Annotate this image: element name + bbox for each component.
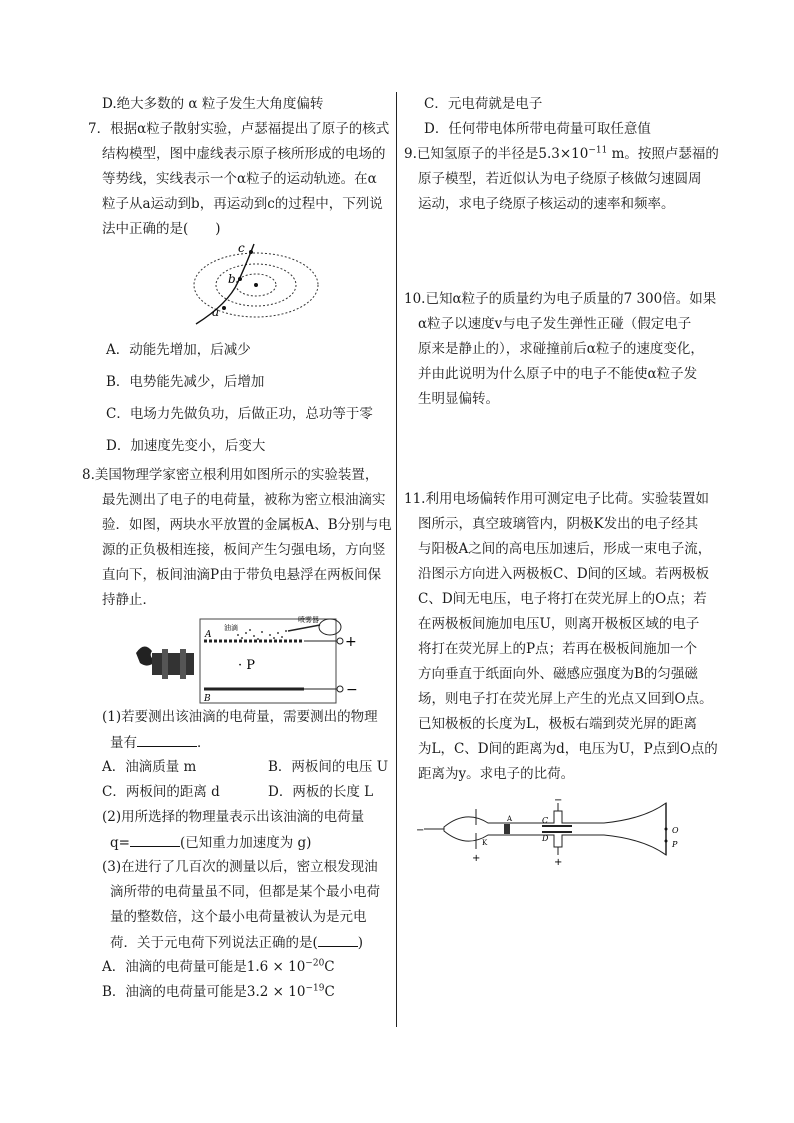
microscope-ring [162,649,168,679]
alpha-trajectory [196,244,254,324]
q11-line: 与阳极A之间的高电压加速后，形成一束电子流， [418,541,712,557]
q8-sub3-option-a [88,955,394,980]
answer-blank[interactable] [130,830,180,847]
q7-line: 法中正确的是( ) [102,221,221,237]
microscope-body [152,653,194,675]
millikan-apparatus-figure [88,613,394,705]
q8-line: 最先测出了电子的电荷量，被称为密立根油滴实 [102,492,386,508]
option-unit: C [324,984,335,1000]
option-exponent: −19 [305,983,325,994]
q9-line [404,142,724,167]
option-text: B．油滴的电荷量可能是3.2 × 10 [102,984,306,1000]
question-11 [404,487,724,867]
alpha-scattering-figure [88,242,394,332]
q8-sub3-option-b [88,980,394,1005]
q7-option-b: B．电势能先减少，后增加 [106,374,265,390]
q8-sub3-option-d: D．任何带电体所带电荷量可取任意值 [424,121,651,137]
anode-a [504,824,510,834]
q10-line: 原来是静止的），求碰撞前后α粒子的速度变化， [418,341,704,357]
label-minus-top: − [554,797,563,806]
q8-sub3-line [88,930,394,955]
label-b: b [228,272,236,286]
label-plus-bottom: + [554,857,563,867]
q8-sub1-option-a: A．油滴质量 m [102,759,197,775]
right-column [404,92,724,867]
column-divider [396,92,397,1027]
q10-line: α粒子以速度v与电子发生弹性正碰（假定电子 [418,316,692,332]
answer-blank[interactable] [318,930,358,947]
q11-line: 距离为y。求电子的比荷。 [418,766,575,782]
sprayer-bulb [319,619,341,635]
microscope-ring [180,649,186,679]
q8-sub2-line: (2)用所选择的物理量表示出该油滴的电荷量 [102,809,365,825]
q7-line: 结构模型，图中虚线表示原子核所形成的电场的 [102,146,386,162]
q8-sub1-options-row [88,780,394,805]
oil-droplets [237,629,287,640]
q7-line: 等势线，实线表示一个α粒子的运动轨迹。在α [102,171,377,187]
label-droplet-p: · P [238,658,256,673]
q8-sub1-line: (1)若要测出该油滴的电荷量，需要测出的物理 [102,709,378,725]
q8-sub1-option-b: B．两板间的电压 U [268,759,389,775]
label-plus: + [345,634,357,650]
q8-line: 8.美国物理学家密立根利用如图所示的实验装置， [82,467,379,483]
q9-line: 原子模型，若近似认为电子绕原子核做匀速圆周 [418,171,702,187]
label-plate-c: C [542,816,549,825]
q8-sub3-option-c: C．元电荷就是电子 [424,96,543,112]
q11-line: 场，则电子打在荧光屏上产生的光点又回到O点。 [418,691,713,707]
question-10 [404,287,724,412]
point-c [249,250,253,254]
label-anode: A [507,815,513,823]
question-9 [404,142,724,217]
question-7 [88,117,394,459]
q7-line: 7．根据α粒子散射实验，卢瑟福提出了原子的核式 [88,121,390,137]
answer-blank[interactable] [137,730,197,747]
option-text: A．油滴的电荷量可能是1.6 × 10 [102,959,306,975]
q11-line: 在两极板间施加电压U，则离开极板区域的电子 [418,616,700,632]
label-point-o: O [672,826,679,835]
q8-sub3-line: 滴所带的电荷量虽不同，但都是某个最小电荷 [110,884,380,900]
q8-sub1-end: ． [197,735,211,751]
label-cathode: K [482,839,488,847]
oil-label: 油滴 [224,624,238,632]
point-o [665,828,668,831]
q10-line: 生明显偏转。 [418,391,499,407]
q8-sub2-tail: (已知重力加速度为 g) [179,835,312,851]
label-minus: − [416,825,425,836]
label-c: c [238,242,245,255]
label-plate-a: A [205,630,212,640]
q11-line: 已知极板的长度为L，极板右端到荧光屏的距离 [418,716,697,732]
q8-sub1-option-c: C．两板间的距离 d [102,784,220,800]
terminal-minus [337,686,343,692]
q11-line: 图所示，真空玻璃管内，阴极K发出的电子经其 [418,516,699,532]
q9-exponent: −11 [588,145,608,156]
label-plate-d: D [542,834,549,843]
glass-tube [444,803,666,855]
q11-line: 方向垂直于纸面向外、磁感应强度为B的匀强磁 [418,666,698,682]
q8-sub2-line [88,830,394,855]
q10-line: 10.已知α粒子的质量约为电子质量的7 300倍。如果 [404,291,717,307]
option-exponent: −20 [305,958,325,969]
q8-sub3-line: (3)在进行了几百次的测量以后，密立根发现油 [102,859,378,875]
sprayer-tube [288,625,320,631]
q8-sub3-line: 量的整数倍，这个最小电荷量被认为是元电 [110,909,367,925]
q10-line: 并由此说明为什么原子中的电子不能使α粒子发 [418,366,698,382]
q11-line: 为L，C、D间的距离为d，电压为U，P点到O点的 [418,741,718,757]
q9-text: m。按照卢瑟福的 [607,146,719,162]
q9-text: 9.已知氢原子的半径是5.3×10 [404,146,589,162]
q8-sub2-text: q= [110,835,130,851]
q11-line: 沿图示方向进入两极板C、D间的区域。若两极板 [418,566,710,582]
q6-option-d: D.绝大多数的 α 粒子发生大角度偏转 [102,96,324,112]
point-p [665,840,668,843]
q11-line: C、D间无电压，电子将打在荧光屏上的O点；若 [418,591,707,607]
q11-line: 将打在荧光屏上的P点；若再在极板间施加一个 [418,641,698,657]
q8-sub1-option-d: D．两板的长度 L [268,784,374,800]
terminal-plus [337,638,343,644]
q8-sub3-end: ) [357,935,364,951]
q7-option-d: D．加速度先变小，后变大 [106,438,266,454]
label-point-p: P [672,840,678,849]
question-8 [82,463,394,1005]
q8-sub1-text: 量有 [110,735,137,751]
nucleus-dot [254,283,258,287]
q9-line: 运动，求电子绕原子核运动的速率和频率。 [418,196,675,212]
q11-line: 11.利用电场偏转作用可测定电子比荷。实验装置如 [404,491,709,507]
q8-line: 持静止． [102,592,156,608]
sprayer-label: 喷雾器 [298,616,319,624]
option-unit: C [324,959,335,975]
q7-option-a: A．动能先增加，后减少 [106,342,251,358]
label-plus: + [472,853,481,864]
label-minus: − [346,682,358,698]
q8-sub3-text: 荷．关于元电荷下列说法正确的是( [110,935,318,951]
q8-line: 源的正负极相连接，板间产生匀强电场，方向竖 [102,542,386,558]
point-b [238,277,242,281]
label-a: a [212,305,220,319]
point-a [222,306,226,310]
q8-line: 直向下，板间油滴P由于带负电悬浮在两板间保 [102,567,382,583]
q8-sub1-line [88,730,394,755]
left-column [82,92,394,1005]
q7-option-c: C．电场力先做负功，后做正功，总功等于零 [106,406,373,422]
label-plate-b: B [204,694,211,704]
q8-line: 验．如图，两块水平放置的金属板A、B分别与电 [102,517,392,533]
q8-sub1-options-row [88,755,394,780]
cathode-ray-tube-figure [404,797,724,867]
q7-line: 粒子从a运动到b，再运动到c的过程中，下列说 [102,196,383,212]
